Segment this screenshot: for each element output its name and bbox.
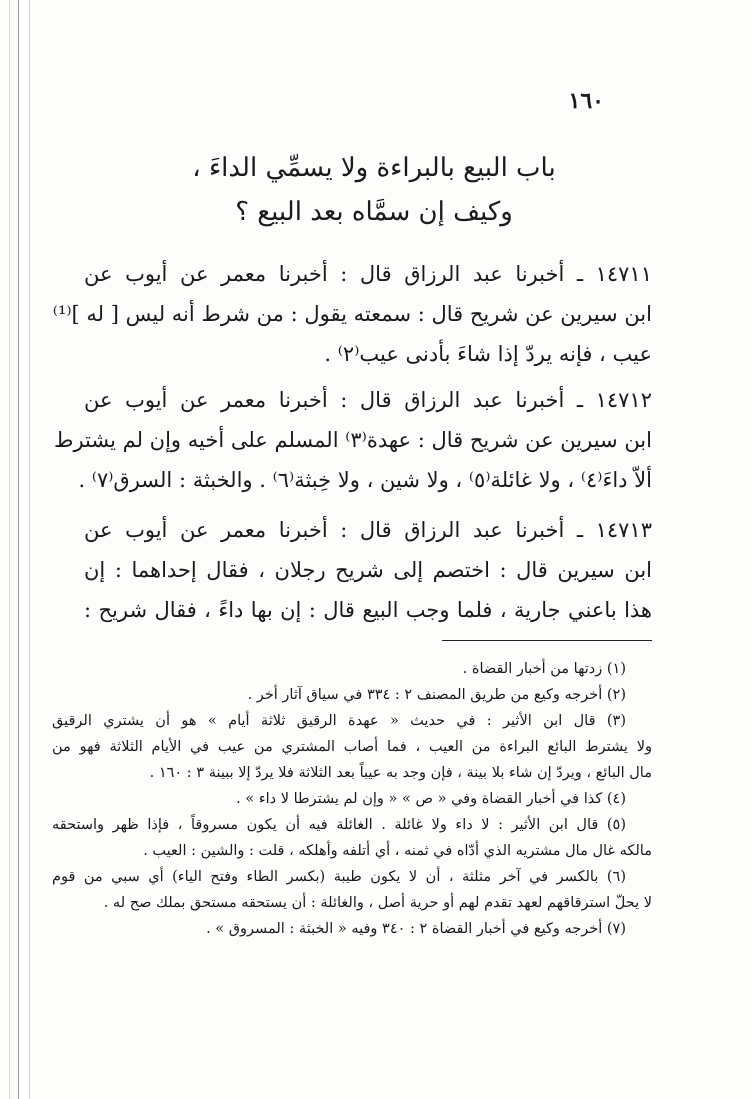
footnote-6-line-1: (٦) بالكسر في آخر مثلثة ، أن لا يكون طيبة (بكسر الطاء وفتح الياء) أي سبي من قوم <box>52 869 626 885</box>
hadith-line: ابن سيرين قال : اختصم إلى شريح رجلان ، فقال إحداهما : إن <box>84 558 652 582</box>
footnote-2: (٢) أخرجه وكيع من طريق المصنف ٢ : ٣٣٤ في سياق آثار أخر . <box>247 687 626 703</box>
page-number: ١٦٠ <box>568 88 604 114</box>
hadith-line: ١٤٧١٣ ـ أخبرنا عبد الرزاق قال : أخبرنا معمر عن أيوب عن <box>84 518 652 542</box>
footnote-3-line-3: مال البائع ، ويردّ إن شاء بلا بينة ، فإن وجد به عيباً بعد الثلاثة فلا يردّ إلا ببينة ٣ : ١٦٠ . <box>149 765 652 781</box>
chapter-title-line-2: وكيف إن سمَّاه بعد البيع ؟ <box>235 197 513 227</box>
footnote-3-line-1: (٣) قال ابن الأثير : في حديث « عهدة الرقيق ثلاثة أيام » هو أن يشتري الرقيق <box>52 713 626 729</box>
hadith-line: ابن سيرين عن شريح قال : سمعته يقول : من شرط أنه ليس [ له ]⁽¹⁾ <box>52 302 652 326</box>
hadith-line: عيب ، فإنه يردّ إذا شاءَ بأدنى عيب⁽٢⁾ . <box>324 342 652 366</box>
chapter-title-line-1: باب البيع بالبراءة ولا يسمِّي الداءَ ، <box>192 153 556 183</box>
footnotes <box>52 656 652 942</box>
hadith-line: ألاّ داءَ⁽٤⁾ ، ولا غائلة⁽٥⁾ ، ولا شين ، ولا خِبثة⁽٦⁾ . والخبثة : السرق⁽٧⁾ . <box>78 468 652 492</box>
hadith-line: ١٤٧١٢ ـ أخبرنا عبد الرزاق قال : أخبرنا معمر عن أيوب عن <box>84 388 652 412</box>
footnote-5-line-2: مالكه غال مال مشتريه الذي أدّاه في ثمنه ، أي أتلفه وأهلكه ، قلت : والشين : العيب . <box>143 843 652 859</box>
footnote-1: (١) زدتها من أخبار القضاة . <box>462 661 626 677</box>
page-gutter-line <box>9 0 10 1099</box>
footnote-6-line-2: لا يحلّ استرقاقهم لعهد تقدم لهم أو حرية أصل ، والغائلة : أن يستحقه مستحق بملك صح له . <box>103 895 652 911</box>
hadith-14713 <box>84 510 652 630</box>
footnote-3-line-2: ولا يشترط البائع البراءة من العيب ، فما أصاب المشتري من عيب في الأيام الثلاثة فهو من <box>52 739 652 755</box>
hadith-line: ابن سيرين عن شريح قال : عهدة⁽٣⁾ المسلم على أخيه وإن لم يشترط <box>54 428 652 452</box>
hadith-14711 <box>52 254 652 374</box>
footnote-5-line-1: (٥) قال ابن الأثير : لا داء ولا غائلة . الغائلة فيه أن يكون مسروقاً ، فإذا ظهر واستحقه <box>52 817 626 833</box>
footnote-7: (٧) أخرجه وكيع في أخبار القضاة ٢ : ٣٤٠ وفيه « الخبثة : المسروق » . <box>206 921 626 937</box>
hadith-line: هذا باعني جارية ، فلما وجب البيع قال : إن بها داءً ، فقال شريح : <box>84 598 652 622</box>
chapter-title <box>124 146 624 234</box>
footnote-4: (٤) كذا في أخبار القضاة وفي « ص » « وإن لم يشترطا لا داء » . <box>236 791 626 807</box>
book-spine-edge <box>18 0 30 1099</box>
hadith-line: ١٤٧١١ ـ أخبرنا عبد الرزاق قال : أخبرنا معمر عن أيوب عن <box>84 262 652 286</box>
footnote-separator <box>442 640 652 641</box>
hadith-14712 <box>54 380 652 500</box>
